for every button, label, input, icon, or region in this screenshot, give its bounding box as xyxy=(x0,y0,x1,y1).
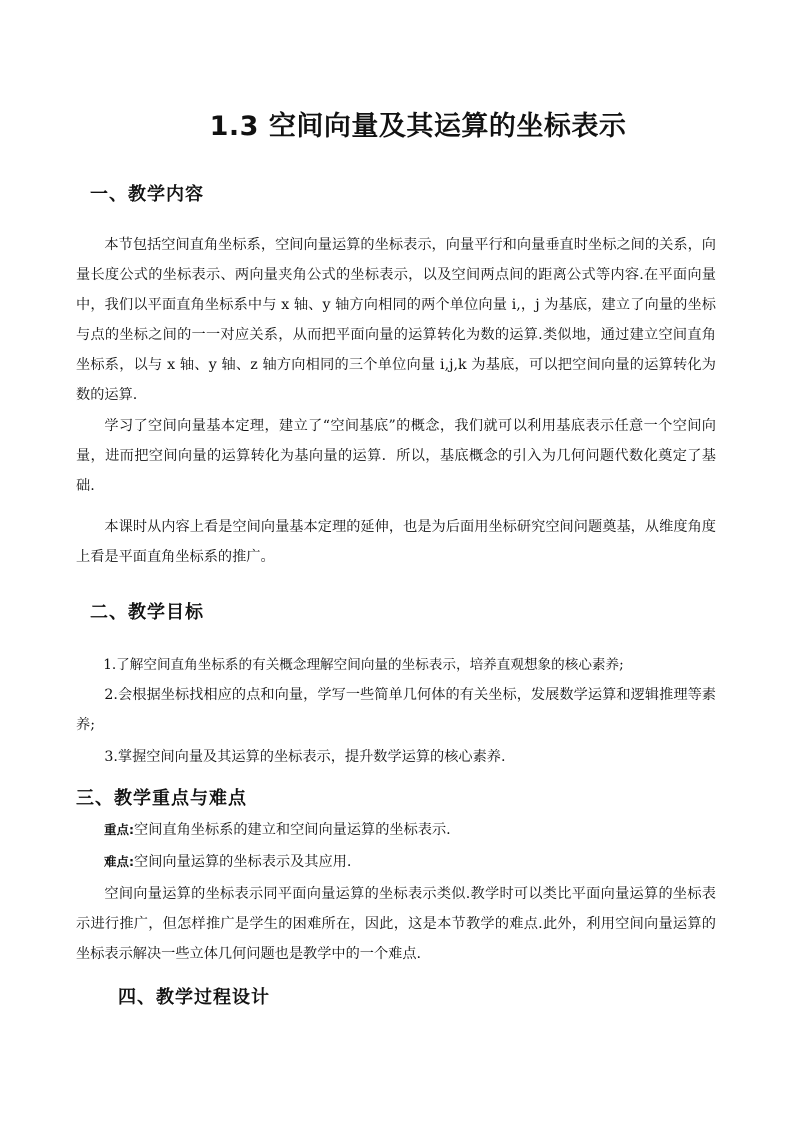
objective-item-2: 2.会根据坐标找相应的点和向量，学写一些简单几何体的有关坐标，发展数学运算和逻辑推理等素养; xyxy=(76,687,716,733)
content-paragraph-2: 学习了空间向量基本定理，建立了“空间基底”的概念，我们就可以利用基底表示任意一个空间向量，进而把空间向量的运算转化为基向量的运算．所以，基底概念的引入为几何问题代数化奠定了基础. xyxy=(76,418,716,494)
objective-item-3: 3.掌握空间向量及其运算的坐标表示，提升数学运算的核心素养. xyxy=(104,749,506,765)
section-heading-content: 一、教学内容 xyxy=(90,184,204,205)
content-paragraph-1: 本节包括空间直角坐标系，空间向量运算的坐标表示，向量平行和向量垂直时坐标之间的关系，向量长度公式的坐标表示、两向量夹角公式的坐标表示，以及空间两点间的距离公式等内容.在平面向量中，我们以平面直角坐标系中与 x 轴、y 轴方向相同的两个单位向量 i,，j 为基底，建立了向量的坐标与点的坐标之间的一一对应关系，从而把平面向量的运算转化为数的运算.类似地，通过建立空间直角坐标系，以与 x 轴、y 轴、z 轴方向相同的三个单位向量 i,j,k 为基底，可以把空间向量的运算转化为数的运算. xyxy=(76,237,716,403)
objective-item-1: 1.了解空间直角坐标系的有关概念理解空间向量的坐标表示，培养直观想象的核心素养; xyxy=(103,657,624,673)
difficulty-paragraph: 空间向量运算的坐标表示同平面向量运算的坐标表示类似.教学时可以类比平面向量运算的坐标表示进行推广，但怎样推广是学生的困难所在，因此，这是本节教学的难点.此外，利用空间向量运算的坐标表示解决一些立体几何问题也是教学中的一个难点. xyxy=(76,886,716,962)
difficulty-line xyxy=(104,847,351,877)
difficulty-label: 难点: xyxy=(104,854,134,869)
key-point-line xyxy=(104,815,451,845)
section-heading-objectives: 二、教学目标 xyxy=(90,602,204,623)
difficulty-text: 空间向量运算的坐标表示及其应用. xyxy=(134,854,352,870)
page-title: 1.3 空间向量及其运算的坐标表示 xyxy=(209,111,627,142)
content-paragraph-3: 本课时从内容上看是空间向量基本定理的延伸，也是为后面用坐标研究空间问题奠基，从维度角度上看是平面直角坐标系的推广。 xyxy=(76,519,716,565)
section-heading-process: 四、教学过程设计 xyxy=(118,987,270,1008)
section-heading-key-points: 三、教学重点与难点 xyxy=(76,788,247,809)
key-point-text: 空间直角坐标系的建立和空间向量运算的坐标表示. xyxy=(134,822,451,838)
key-point-label: 重点: xyxy=(104,822,134,837)
